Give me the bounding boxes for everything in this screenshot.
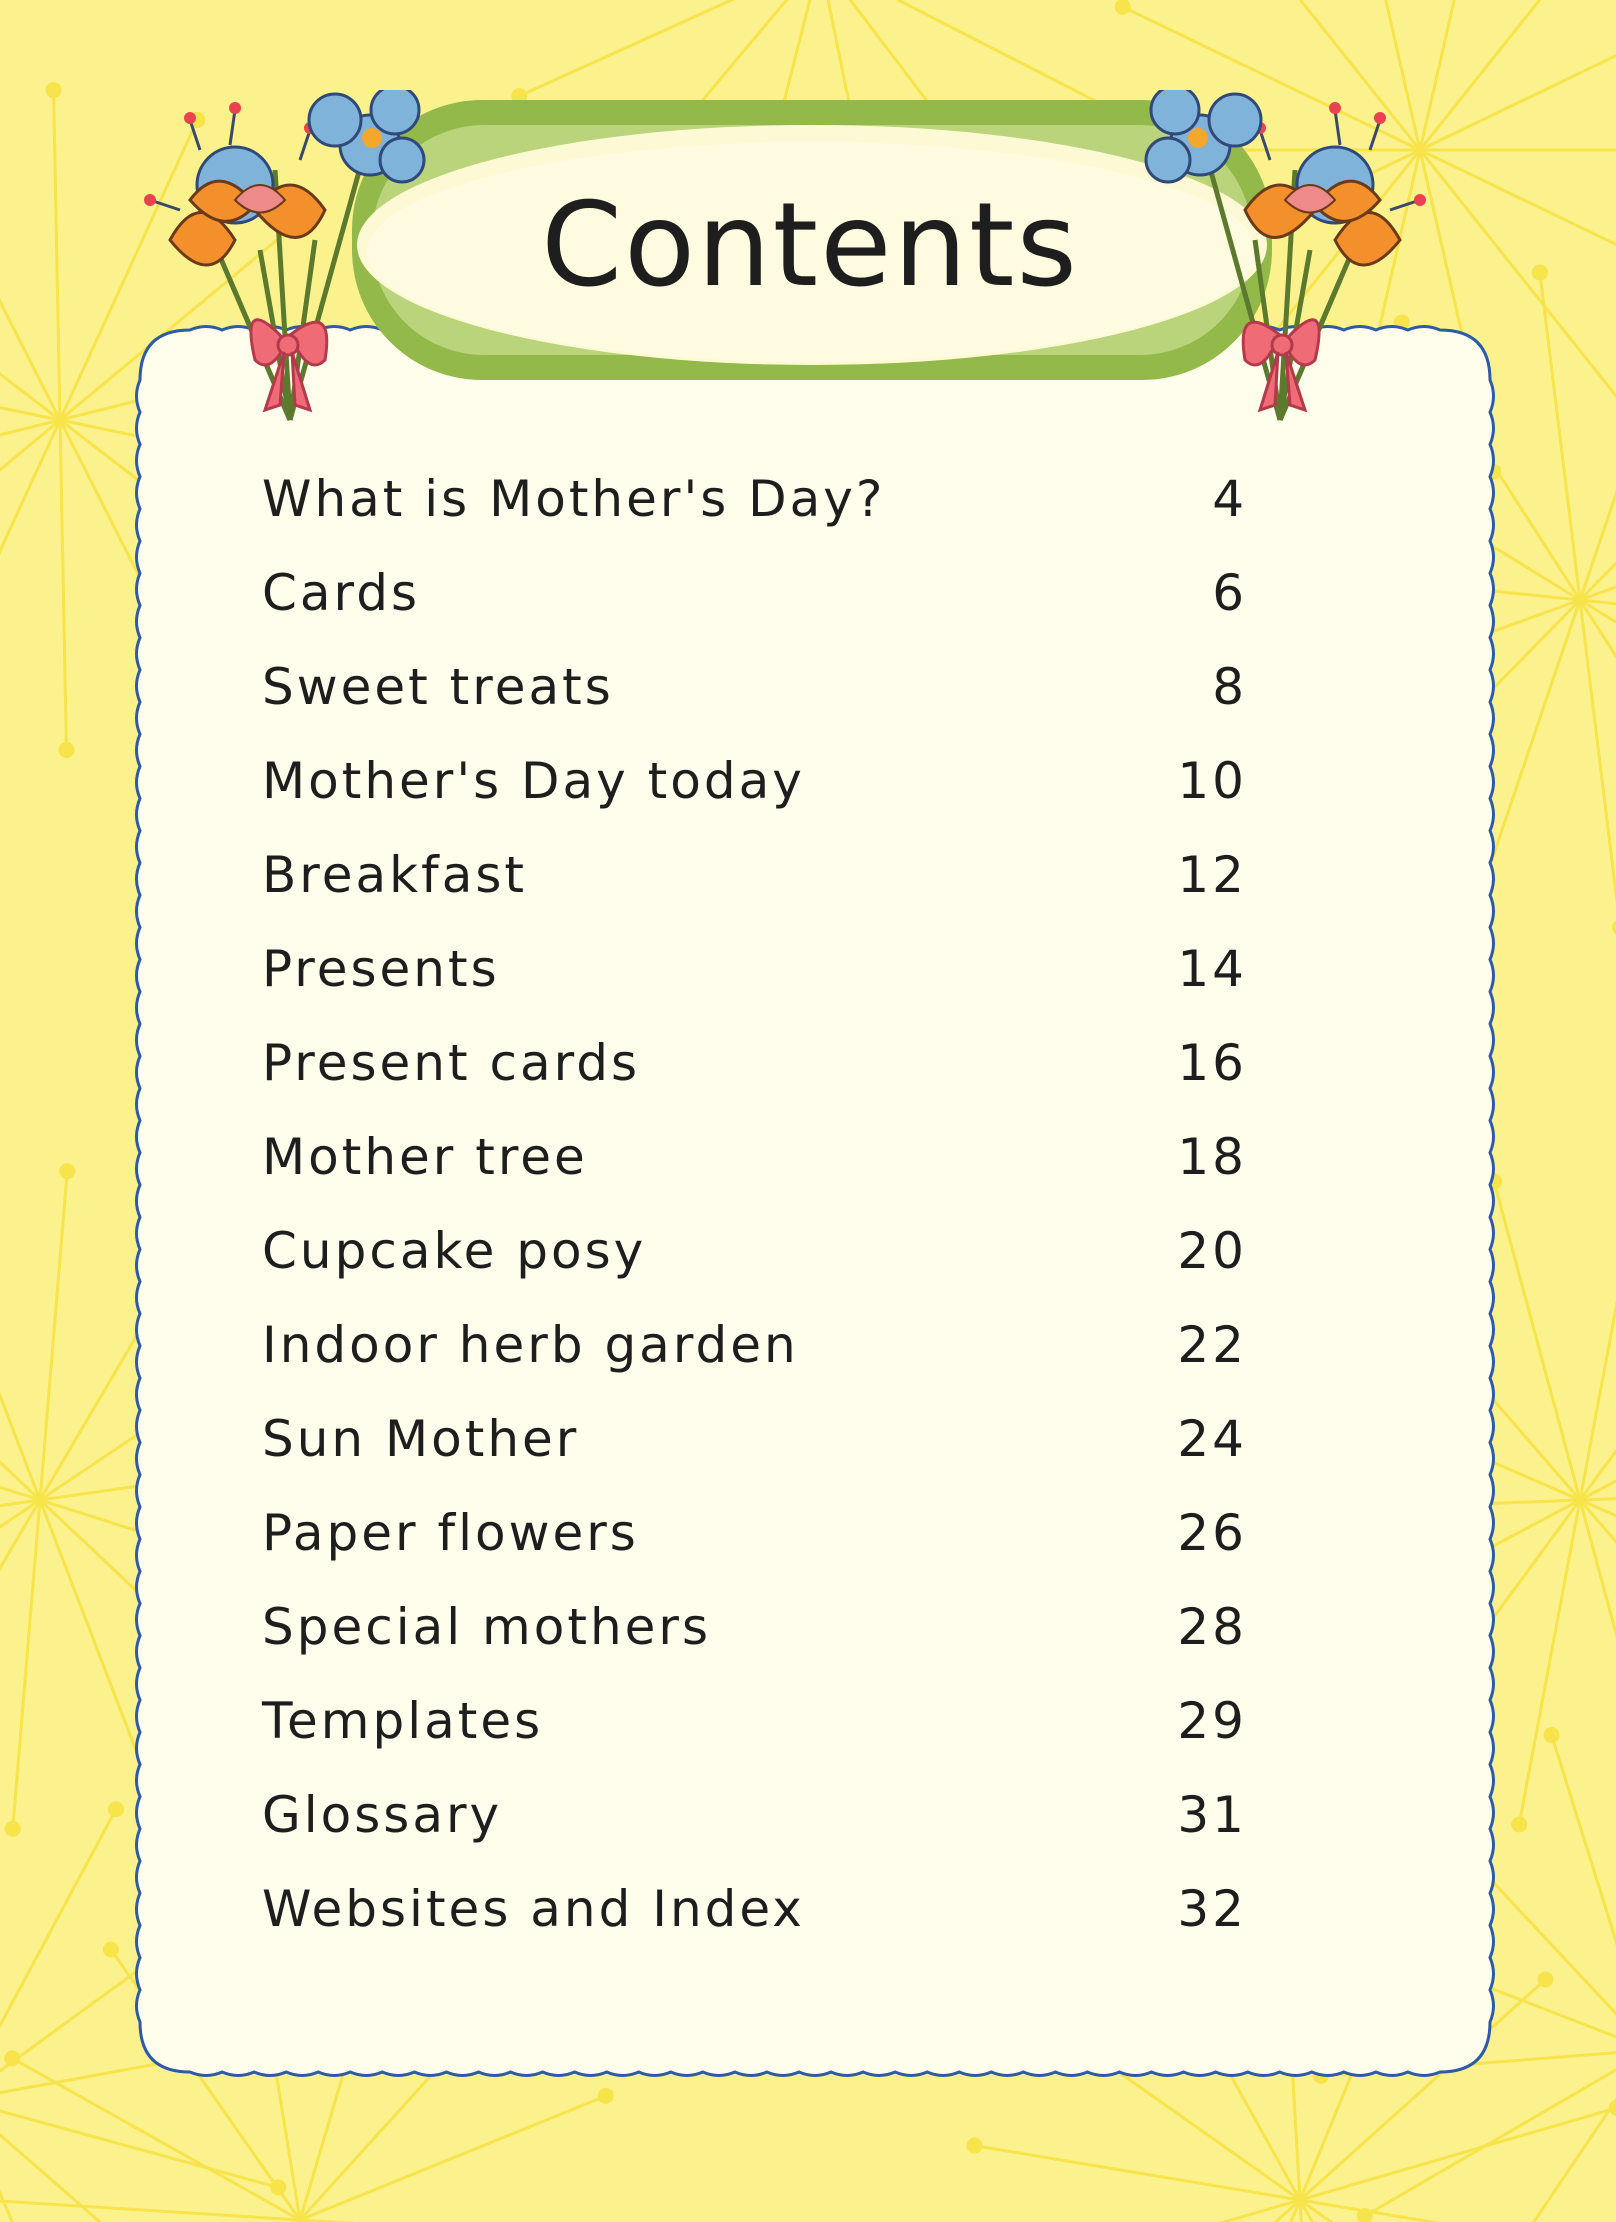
toc-entry-title: Sun Mother: [262, 1410, 580, 1468]
toc-entry-page: 4: [1212, 470, 1247, 528]
toc-entry-page: 16: [1177, 1034, 1247, 1092]
toc-entry-title: Paper flowers: [262, 1504, 639, 1562]
toc-entry-title: Presents: [262, 940, 500, 998]
toc-entry: [262, 1110, 1247, 1204]
toc-entry: [262, 1486, 1247, 1580]
toc-entry-page: 24: [1177, 1410, 1247, 1468]
toc-entry-title: What is Mother's Day?: [262, 470, 886, 528]
toc-entry-page: 6: [1212, 564, 1247, 622]
toc-entry: [262, 1016, 1247, 1110]
toc-entry-title: Glossary: [262, 1786, 503, 1844]
toc-entry-page: 22: [1177, 1316, 1247, 1374]
toc-entry: [262, 1674, 1247, 1768]
flower-bouquet-left-icon: [140, 90, 440, 440]
page-title: Contents: [541, 177, 1079, 313]
toc-entry: [262, 640, 1247, 734]
toc-entry: [262, 1862, 1247, 1956]
toc-entry: [262, 1204, 1247, 1298]
toc-entry-title: Cupcake posy: [262, 1222, 647, 1280]
table-of-contents: [262, 452, 1247, 1956]
flower-bouquet-right-icon: [1130, 90, 1430, 440]
toc-entry-page: 18: [1177, 1128, 1247, 1186]
toc-entry-page: 8: [1212, 658, 1247, 716]
toc-entry: [262, 546, 1247, 640]
toc-entry: [262, 734, 1247, 828]
toc-entry-page: 29: [1177, 1692, 1247, 1750]
toc-entry-page: 32: [1177, 1880, 1247, 1938]
toc-entry-title: Present cards: [262, 1034, 641, 1092]
toc-entry: [262, 922, 1247, 1016]
toc-entry-title: Mother's Day today: [262, 752, 805, 810]
toc-entry-page: 20: [1177, 1222, 1247, 1280]
toc-entry: [262, 828, 1247, 922]
toc-entry-page: 28: [1177, 1598, 1247, 1656]
toc-entry-title: Mother tree: [262, 1128, 588, 1186]
toc-entry-page: 14: [1177, 940, 1247, 998]
toc-entry: [262, 1768, 1247, 1862]
toc-entry-page: 31: [1177, 1786, 1247, 1844]
toc-entry-title: Special mothers: [262, 1598, 712, 1656]
toc-entry: [262, 1580, 1247, 1674]
toc-entry-title: Cards: [262, 564, 421, 622]
toc-entry-title: Websites and Index: [262, 1880, 805, 1938]
toc-entry: [262, 1298, 1247, 1392]
toc-entry-title: Breakfast: [262, 846, 528, 904]
toc-entry-page: 10: [1177, 752, 1247, 810]
toc-entry-title: Templates: [262, 1692, 544, 1750]
toc-entry-title: Sweet treats: [262, 658, 614, 716]
toc-entry-page: 12: [1177, 846, 1247, 904]
toc-entry: [262, 452, 1247, 546]
toc-entry: [262, 1392, 1247, 1486]
toc-entry-page: 26: [1177, 1504, 1247, 1562]
toc-entry-title: Indoor herb garden: [262, 1316, 799, 1374]
